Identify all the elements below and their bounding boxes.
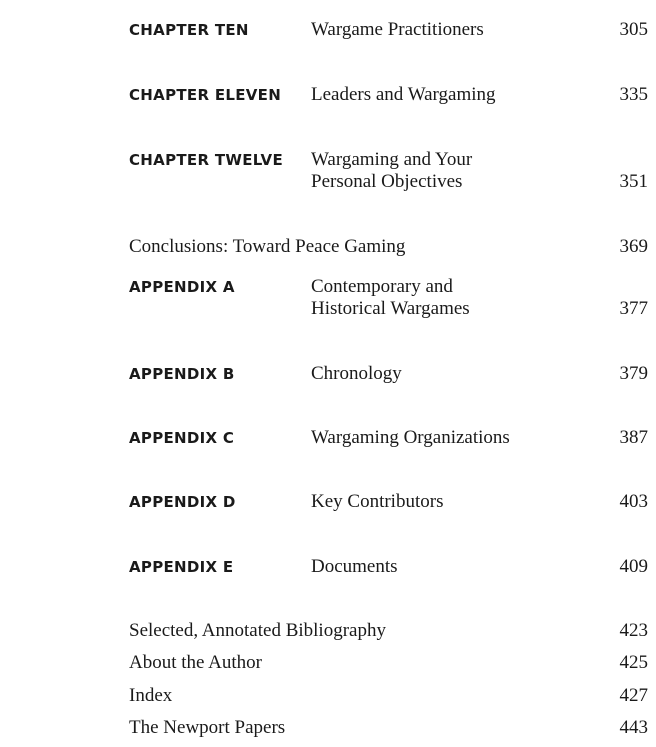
title-line: Documents bbox=[311, 556, 398, 577]
entry-title bbox=[129, 717, 285, 739]
entry-label: APPENDIX B bbox=[129, 365, 235, 383]
entry-page-number: 427 bbox=[619, 685, 648, 706]
entry-page-number: 351 bbox=[619, 171, 648, 192]
title-line: Leaders and Wargaming bbox=[311, 84, 496, 105]
entry-title bbox=[129, 685, 172, 707]
entry-label: APPENDIX E bbox=[129, 558, 234, 576]
entry-page-number: 305 bbox=[619, 19, 648, 40]
entry-page-number: 387 bbox=[619, 427, 648, 448]
entry-page-number: 377 bbox=[619, 298, 648, 319]
entry-title bbox=[129, 652, 262, 674]
title-line: Conclusions: Toward Peace Gaming bbox=[129, 236, 406, 257]
title-line: Index bbox=[129, 685, 173, 706]
entry-title bbox=[311, 491, 443, 513]
entry-label: APPENDIX D bbox=[129, 493, 236, 511]
title-line: Historical Wargames bbox=[311, 298, 470, 319]
entry-page-number: 443 bbox=[619, 717, 648, 738]
title-line: Key Contributors bbox=[311, 491, 444, 512]
entry-page-number: 369 bbox=[619, 236, 648, 257]
title-line: Personal Objectives bbox=[311, 171, 463, 192]
title-line: Selected, Annotated Bibliography bbox=[129, 620, 386, 641]
entry-label: CHAPTER TWELVE bbox=[129, 151, 283, 169]
entry-title bbox=[311, 84, 496, 106]
entry-page-number: 379 bbox=[619, 363, 648, 384]
entry-title bbox=[311, 556, 398, 578]
entry-label: APPENDIX C bbox=[129, 429, 235, 447]
entry-title bbox=[129, 236, 405, 258]
entry-title bbox=[129, 620, 386, 642]
title-line: Wargaming Organizations bbox=[311, 427, 510, 448]
entry-label: CHAPTER ELEVEN bbox=[129, 86, 282, 104]
entry-title bbox=[311, 276, 470, 320]
title-line: Wargaming and Your bbox=[311, 149, 473, 170]
entry-title bbox=[311, 19, 484, 41]
title-line: Chronology bbox=[311, 363, 402, 384]
entry-title bbox=[311, 427, 510, 449]
entry-page-number: 335 bbox=[619, 84, 648, 105]
entry-label: APPENDIX A bbox=[129, 278, 235, 296]
title-line: Contemporary and bbox=[311, 276, 453, 297]
entry-page-number: 403 bbox=[619, 491, 648, 512]
entry-title bbox=[311, 149, 472, 193]
title-line: The Newport Papers bbox=[129, 717, 286, 738]
title-line: About the Author bbox=[129, 652, 262, 673]
entry-page-number: 423 bbox=[619, 620, 648, 641]
entry-label: CHAPTER TEN bbox=[129, 21, 249, 39]
entry-page-number: 425 bbox=[619, 652, 648, 673]
title-line: Wargame Practitioners bbox=[311, 19, 484, 40]
entry-page-number: 409 bbox=[619, 556, 648, 577]
entry-title bbox=[311, 363, 402, 385]
